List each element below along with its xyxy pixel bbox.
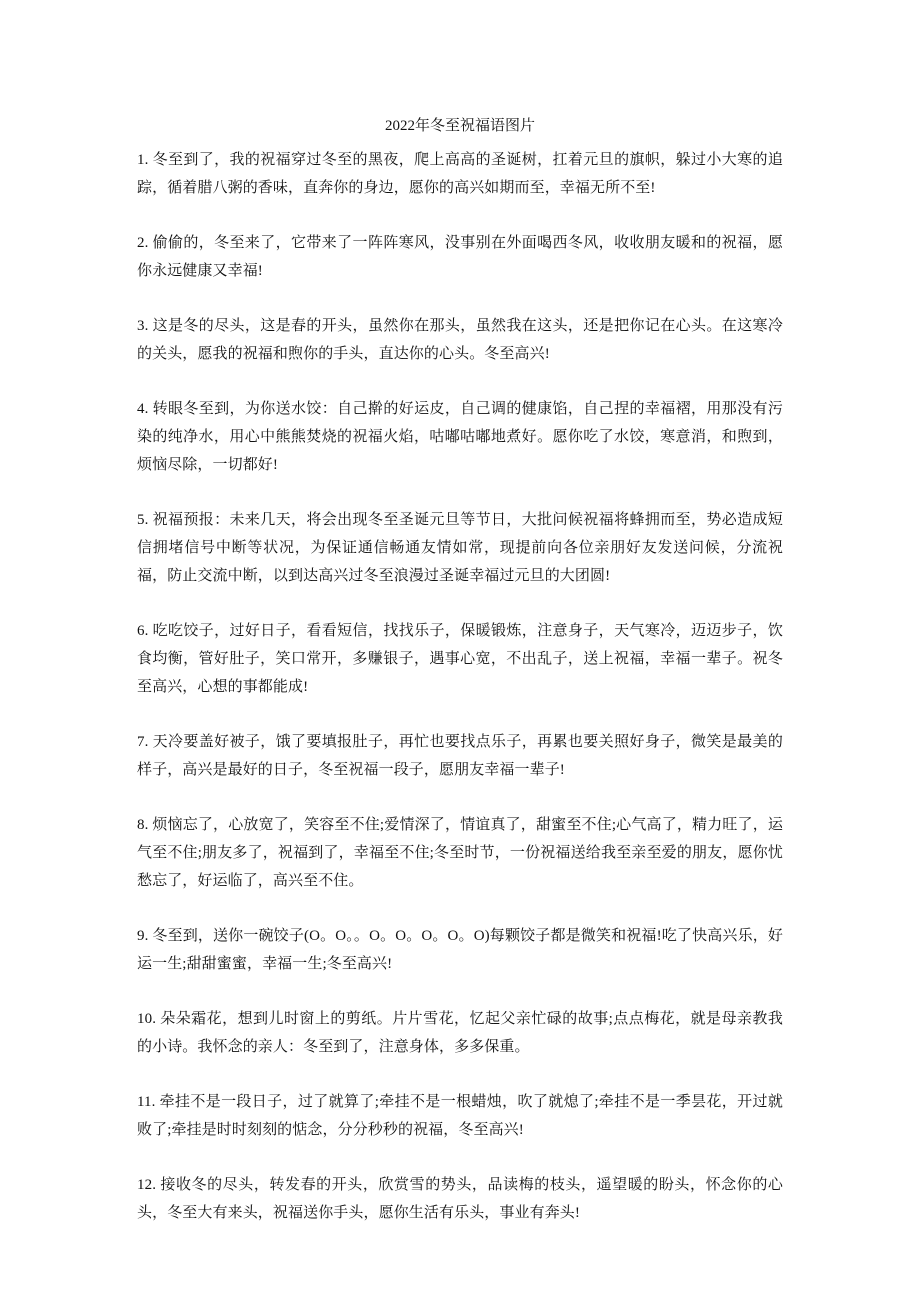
paragraph-4: 4. 转眼冬至到，为你送水饺：自己擀的好运皮，自己调的健康馅，自己捏的幸福褶，用那没有污染的纯净水，用心中熊熊焚烧的祝福火焰，咕嘟咕嘟地煮好。愿你吃了水饺，寒意消，和煦到，烦恼尽除，一切都好! (137, 401, 783, 473)
paragraph-7: 7. 天冷要盖好被子，饿了要填报肚子，再忙也要找点乐子，再累也要关照好身子，微笑是最美的样子，高兴是最好的日子，冬至祝福一段子，愿朋友幸福一辈子! (137, 734, 783, 778)
paragraph-9: 9. 冬至到，送你一碗饺子(O。O。。O。O。O。O。O)每颗饺子都是微笑和祝福!吃了快高兴乐，好运一生;甜甜蜜蜜，幸福一生;冬至高兴! (137, 928, 783, 972)
paragraph-5: 5. 祝福预报：未来几天，将会出现冬至圣诞元旦等节日，大批问候祝福将蜂拥而至，势必造成短信拥堵信号中断等状况，为保证通信畅通友情如常，现提前向各位亲朋好友发送问候，分流祝福，防止交流中断，以到达高兴过冬至浪漫过圣诞幸福过元旦的大团圆! (137, 512, 783, 584)
paragraph-11: 11. 牵挂不是一段日子，过了就算了;牵挂不是一根蜡烛，吹了就熄了;牵挂不是一季昙花，开过就败了;牵挂是时时刻刻的惦念，分分秒秒的祝福，冬至高兴! (137, 1094, 783, 1138)
paragraph-2: 2. 偷偷的，冬至来了，它带来了一阵阵寒风，没事别在外面喝西冬风，收收朋友暖和的祝福，愿你永远健康又幸福! (137, 235, 783, 279)
paragraph-10: 10. 朵朵霜花，想到儿时窗上的剪纸。片片雪花，忆起父亲忙碌的故事;点点梅花，就是母亲教我的小诗。我怀念的亲人：冬至到了，注意身体，多多保重。 (137, 1011, 783, 1055)
document-title: 2022年冬至祝福语图片 (384, 118, 535, 134)
paragraph-12: 12. 接收冬的尽头，转发春的开头，欣赏雪的势头，品读梅的枝头，遥望暖的盼头，怀念你的心头，冬至大有来头，祝福送你手头，愿你生活有乐头，事业有奔头! (137, 1177, 783, 1221)
paragraph-1: 1. 冬至到了，我的祝福穿过冬至的黑夜，爬上高高的圣诞树，扛着元旦的旗帜，躲过小大寒的追踪，循着腊八粥的香味，直奔你的身边，愿你的高兴如期而至，幸福无所不至! (137, 152, 783, 196)
paragraph-3: 3. 这是冬的尽头，这是春的开头，虽然你在那头，虽然我在这头，还是把你记在心头。在这寒冷的关头，愿我的祝福和煦你的手头，直达你的心头。冬至高兴! (137, 318, 783, 362)
paragraph-6: 6. 吃吃饺子，过好日子，看看短信，找找乐子，保暖锻炼，注意身子，天气寒冷，迈迈步子，饮食均衡，管好肚子，笑口常开，多赚银子，遇事心宽，不出乱子，送上祝福，幸福一辈子。祝冬至高兴，心想的事都能成! (137, 623, 783, 695)
paragraph-8: 8. 烦恼忘了，心放宽了，笑容至不住;爱情深了，情谊真了，甜蜜至不住;心气高了，精力旺了，运气至不住;朋友多了，祝福到了，幸福至不住;冬至时节，一份祝福送给我至亲至爱的朋友，愿你忧愁忘了，好运临了，高兴至不住。 (137, 817, 783, 889)
document-body (137, 146, 783, 1254)
